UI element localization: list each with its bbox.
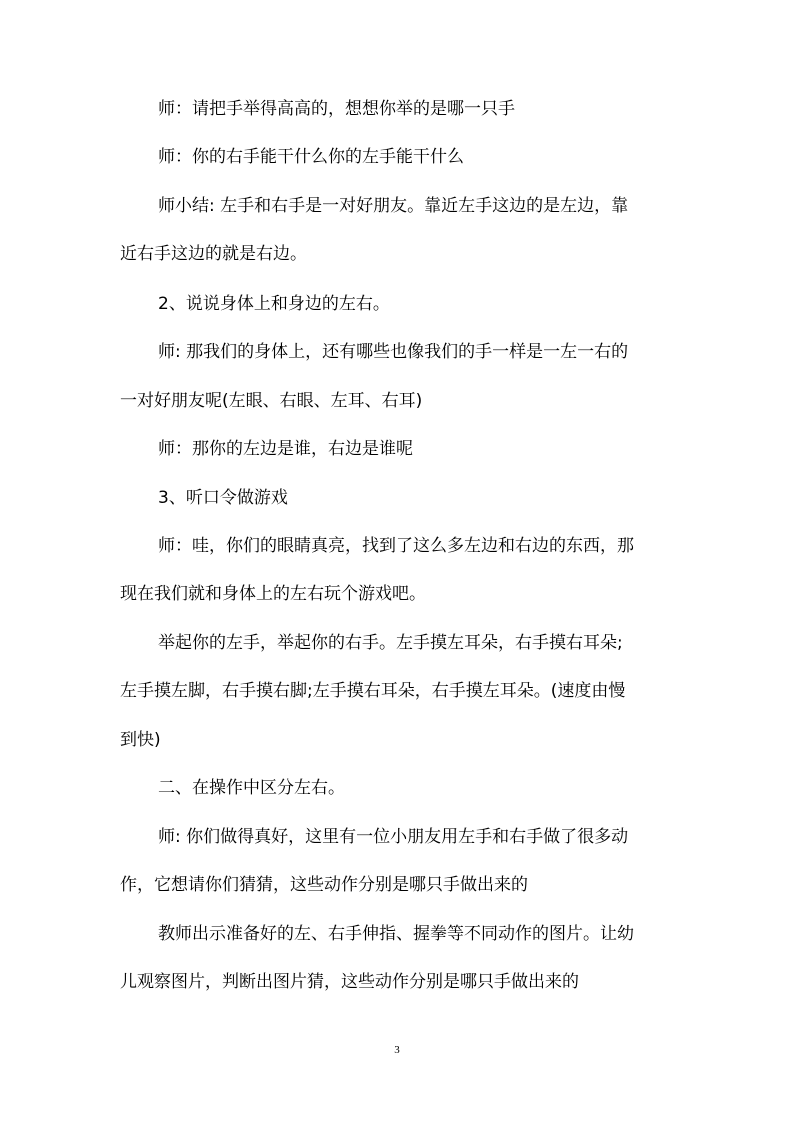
text-line: 左手摸左脚，右手摸右脚;左手摸右耳朵，右手摸左耳朵。(速度由慢 [120,681,626,701]
text-line: 师小结: 左手和右手是一对好朋友。靠近左手这边的是左边，靠 [158,196,629,216]
text-line: 师: 那我们的身体上，还有哪些也像我们的手一样是一左一右的 [158,342,629,362]
text-line: 师：请把手举得高高的，想想你举的是哪一只手 [158,99,515,119]
text-line: 师：你的右手能干什么你的左手能干什么 [158,147,464,167]
section-heading: 2、说说身体上和身边的左右。 [158,294,390,314]
page-number: 3 [394,1044,400,1056]
text-line: 儿观察图片，判断出图片猜，这些动作分别是哪只手做出来的 [120,972,579,992]
section-heading: 二、在操作中区分左右。 [158,778,345,798]
text-line: 师：哇，你们的眼睛真亮，找到了这么多左边和右边的东西，那 [158,536,634,556]
text-line: 教师出示准备好的左、右手伸指、握拳等不同动作的图片。让幼 [158,924,634,944]
text-line: 一对好朋友呢(左眼、右眼、左耳、右耳) [120,391,423,411]
text-line: 师：那你的左边是谁，右边是谁呢 [158,439,413,459]
text-line: 现在我们就和身体上的左右玩个游戏吧。 [120,584,426,604]
text-line: 到快) [120,730,161,750]
section-heading: 3、听口令做游戏 [158,488,288,508]
text-line: 作，它想请你们猜猜，这些动作分别是哪只手做出来的 [120,875,528,895]
text-line: 举起你的左手，举起你的右手。左手摸左耳朵，右手摸右耳朵; [158,633,623,653]
text-line: 近右手这边的就是右边。 [120,244,307,264]
text-line: 师: 你们做得真好，这里有一位小朋友用左手和右手做了很多动 [158,827,629,847]
